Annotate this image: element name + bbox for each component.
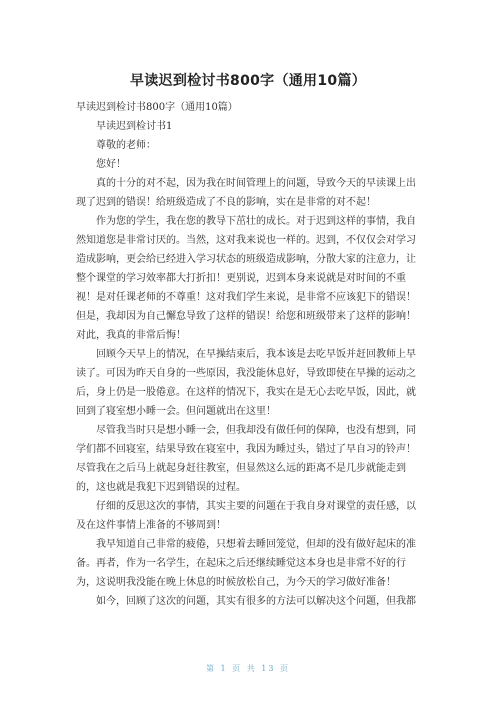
body-paragraph: 仔细的反思这次的事情，其实主要的问题在于我自身对课堂的责任感，以及在这件事情上准备的不够周到！ (76, 501, 416, 531)
document-body (76, 98, 421, 611)
body-paragraph: 我早知道自己非常的疲倦，只想着去睡回笼觉，但却的没有做好起床的准备。再者，作为一名学生，在起床之后还继续睡觉这本身也是非常不好的行为，这说明我没能在晚上休息的时候放松自己，为今天的学习做好准备！ (76, 539, 416, 588)
document-title: 早读迟到检讨书800字（通用10篇） (129, 73, 367, 89)
greeting: 您好！ (96, 159, 126, 170)
body-paragraph: 如今，回顾了这次的问题，其实有很多的方法可以解决这个问题，但我都 (96, 596, 416, 607)
body-paragraph: 作为您的学生，我在您的教导下茁壮的成长。对于迟到这样的事情，我自然知道您是非常讨厌的。当然，这对我来说也一样的。迟到，不仅仅会对学习造成影响，更会给已经进入学习状态的班级造成影响，分散大家的注意力，让整个课堂的学习效率都大打折扣！更别说，迟到本身来说就是对时间的不重视！是对任课老师的不尊重！这对我们学生来说，是非常不应该犯下的错误！但是，我却因为自己懈怠导致了这样的错误！给您和班级带来了这样的影响！对此，我真的非常后悔！ (76, 216, 416, 341)
body-paragraph: 真的十分的对不起，因为我在时间管理上的问题，导致今天的早读课上出现了迟到的错误！给班级造成了不良的影响，实在是非常的对不起！ (76, 178, 416, 208)
subtitle-paragraph: 早读迟到检讨书800字（通用10篇） (76, 102, 238, 113)
body-paragraph: 尽管我当时只是想小睡一会，但我却没有做任何的保障，也没有想到，同学们都不回寝室，结果导致在寝室中，我因为睡过头，错过了早自习的铃声！尽管我在之后马上就起身赶往教室，但显然这么远的距离不是几步就能走到的，这也就是我犯下迟到错误的过程。 (76, 425, 416, 493)
page-number-footer: 第 1 页 共 13 页 (206, 664, 290, 673)
body-paragraph: 回顾今天早上的情况，在早操结束后，我本该是去吃早饭并赶回教师上早读了。可因为昨天自身的一些原因，我没能休息好，导致即使在早操的运动之后，身上仍是一股倦意。在这样的情况下，我实在是无心去吃早饭，因此，就回到了寝室想小睡一会。但问题就出在这里！ (76, 349, 416, 417)
salutation: 尊敬的老师： (96, 140, 156, 151)
section-heading: 早读迟到检讨书1 (96, 121, 173, 132)
